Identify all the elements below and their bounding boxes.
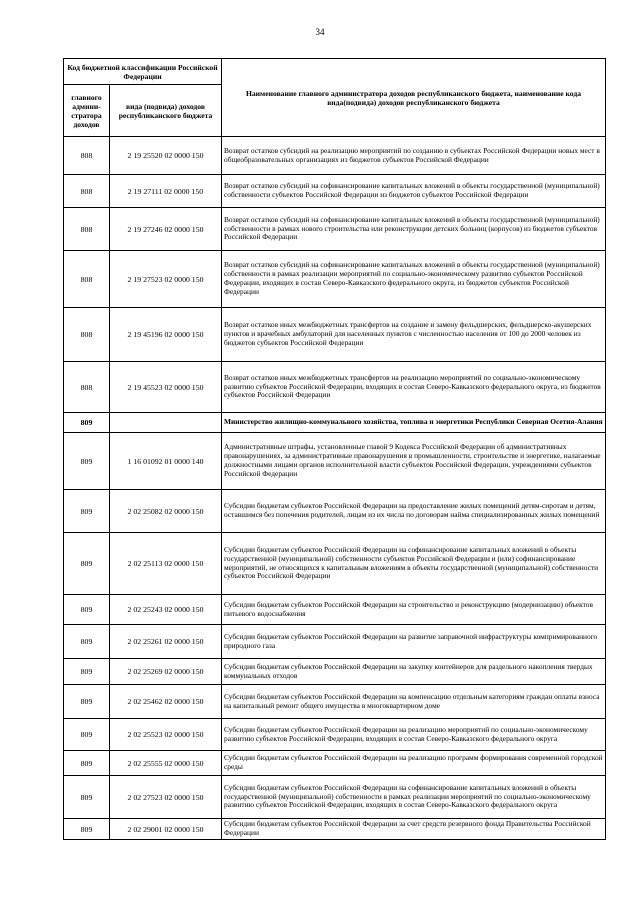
admin-code-cell: 809 [64,595,110,625]
admin-code-cell: 809 [64,659,110,685]
income-name-cell: Возврат остатков иных межбюджетных трансфертов на реализацию мероприятий по социально-экономическому развитию субъектов Российской Федерации, входящих в состав Северо-Кавказского федерального округа, из бюджетов субъектов Российской Федерации [222,362,606,413]
table-row [64,362,606,413]
table-row [64,533,606,595]
income-name-cell: Возврат остатков субсидий на софинансирование капитальных вложений в объекты государственной (муниципальной) собственности в рамках нового строительства или реконструкции детских больниц (корпусов) из бюджетов субъектов Российской Федерации [222,208,606,251]
income-code-cell [110,413,222,433]
table-row [64,685,606,719]
income-name-cell: Субсидии бюджетам субъектов Российской Федерации на развитие заправочной инфраструктуры компримированного природного газа [222,625,606,659]
income-name-cell: Возврат остатков субсидий на софинансирование капитальных вложений в объекты государственной (муниципальной) собственности в рамках реализации мероприятий по социально-экономическому развитию субъектов Российской Федерации, входящих в состав Северо-Кавказского федерального округа, из бюджетов субъектов Российской Федерации [222,251,606,308]
income-code-cell: 2 02 25462 02 0000 150 [110,685,222,719]
table-header [64,59,606,137]
table-row [64,433,606,490]
table-row [64,719,606,751]
income-code-cell: 2 19 27523 02 0000 150 [110,251,222,308]
income-code-cell: 2 02 25555 02 0000 150 [110,751,222,776]
income-name-cell: Возврат остатков субсидий на реализацию мероприятий по созданию в субъектах Российской Федерации новых мест в общеобразовательных организациях из бюджетов субъектов Российской Федерации [222,137,606,175]
income-code-cell: 2 19 45523 02 0000 150 [110,362,222,413]
section-row [64,413,606,433]
admin-code-cell: 809 [64,533,110,595]
admin-code-cell: 808 [64,175,110,208]
admin-code-cell: 809 [64,685,110,719]
income-name-cell: Субсидии бюджетам субъектов Российской Федерации на софинансирование капитальных вложений в объекты государственной (муниципальной) собственности в рамках реализации мероприятий по социально-экономическому развитию субъектов Российской Федерации, входящих в состав Северо-Кавказского федерального округа [222,776,606,819]
table-row [64,490,606,533]
table-row [64,819,606,840]
table-row [64,595,606,625]
table-row [64,208,606,251]
table-body [64,137,606,840]
admin-code-cell: 809 [64,751,110,776]
income-code-cell: 2 02 27523 02 0000 150 [110,776,222,819]
admin-code-cell: 809 [64,719,110,751]
income-name-cell: Административные штрафы, установленные главой 9 Кодекса Российской Федерации об административных правонарушениях, за административные правонарушения в промышленности, строительстве и энергетике, налагаемые должностными лицами органов исполнительной власти субъектов Российской Федерации, учреждениями субъектов Российской Федерации [222,433,606,490]
admin-code-cell: 808 [64,208,110,251]
income-code-cell: 2 19 27246 02 0000 150 [110,208,222,251]
table-row [64,251,606,308]
income-code-cell: 2 02 25269 02 0000 150 [110,659,222,685]
income-name-cell: Субсидии бюджетам субъектов Российской Федерации на закупку контейнеров для раздельного накопления твердых коммунальных отходов [222,659,606,685]
table-row [64,308,606,362]
header-admin-column: главного админи-стратора доходов [64,85,110,137]
admin-code-cell: 809 [64,433,110,490]
income-code-cell: 2 19 25520 02 0000 150 [110,137,222,175]
admin-code-cell: 808 [64,308,110,362]
income-code-cell: 2 19 45196 02 0000 150 [110,308,222,362]
income-code-cell: 2 02 25113 02 0000 150 [110,533,222,595]
admin-code-cell: 809 [64,490,110,533]
table-row [64,625,606,659]
header-group-title: Код бюджетной классификации Российской Федерации [64,59,222,85]
income-name-cell: Субсидии бюджетам субъектов Российской Федерации на софинансирование капитальных вложений в объекты государственной (муниципальной) собственности субъектов Российской Федерации и (или) софинансирование мероприятий, не относящихся к капитальным вложениям в объекты государственной (муниципальной) собственности субъектов Российской Федерации [222,533,606,595]
income-code-cell: 2 19 27111 02 0000 150 [110,175,222,208]
page-number: 34 [315,27,325,37]
admin-code-cell: 808 [64,251,110,308]
table-row [64,659,606,685]
income-name-cell: Субсидии бюджетам субъектов Российской Федерации на строительство и реконструкцию (модернизацию) объектов питьевого водоснабжения [222,595,606,625]
income-code-cell: 2 02 29001 02 0000 150 [110,819,222,840]
income-code-cell: 1 16 01092 01 0000 140 [110,433,222,490]
admin-code-cell: 809 [64,819,110,840]
income-name-cell: Возврат остатков субсидий на софинансирование капитальных вложений в объекты государственной (муниципальной) собственности субъектов Российской Федерации из бюджетов субъектов Российской Федерации [222,175,606,208]
income-code-cell: 2 02 25082 02 0000 150 [110,490,222,533]
table-row [64,751,606,776]
header-name-column: Наименование главного администратора доходов республиканского бюджета, наименование кода вида(подвида) доходов республиканского бюджета [222,59,606,137]
income-code-cell: 2 02 25261 02 0000 150 [110,625,222,659]
income-name-cell: Субсидии бюджетам субъектов Российской Федерации на реализацию программ формирования современной городской среды [222,751,606,776]
table-row [64,776,606,819]
income-name-cell: Субсидии бюджетам субъектов Российской Федерации на предоставление жилых помещений детям-сиротам и детям, оставшимся без попечения родителей, лицам из их числа по договорам найма специализированных жилых помещений [222,490,606,533]
income-name-cell: Субсидии бюджетам субъектов Российской Федерации за счет средств резервного фонда Правительства Российской Федерации [222,819,606,840]
admin-code-cell: 808 [64,137,110,175]
admin-code-cell: 809 [64,625,110,659]
table-row [64,175,606,208]
income-name-cell: Субсидии бюджетам субъектов Российской Федерации на реализацию мероприятий по социально-экономическому развитию субъектов Российской Федерации, входящих в состав Северо-Кавказского федерального округа [222,719,606,751]
admin-code-cell: 809 [64,776,110,819]
header-type-column: вида (подвида) доходов республиканского бюджета [110,85,222,137]
admin-code-cell: 809 [64,413,110,433]
admin-code-cell: 808 [64,362,110,413]
table-row [64,137,606,175]
income-code-cell: 2 02 25243 02 0000 150 [110,595,222,625]
income-name-cell: Возврат остатков иных межбюджетных трансфертов на создание и замену фельдшерских, фельдшерско-акушерских пунктов и врачебных амбулаторий для населенных пунктов с численностью населения от 100 до 2000 человек из бюджетов субъектов Российской Федерации [222,308,606,362]
income-name-cell: Субсидии бюджетам субъектов Российской Федерации на компенсацию отдельным категориям граждан оплаты взноса на капитальный ремонт общего имущества в многоквартирном доме [222,685,606,719]
income-code-cell: 2 02 25523 02 0000 150 [110,719,222,751]
budget-classification-table [63,58,606,840]
income-name-cell: Министерство жилищно-коммунального хозяйства, топлива и энергетики Республики Северная Осетия-Алания [222,413,606,433]
